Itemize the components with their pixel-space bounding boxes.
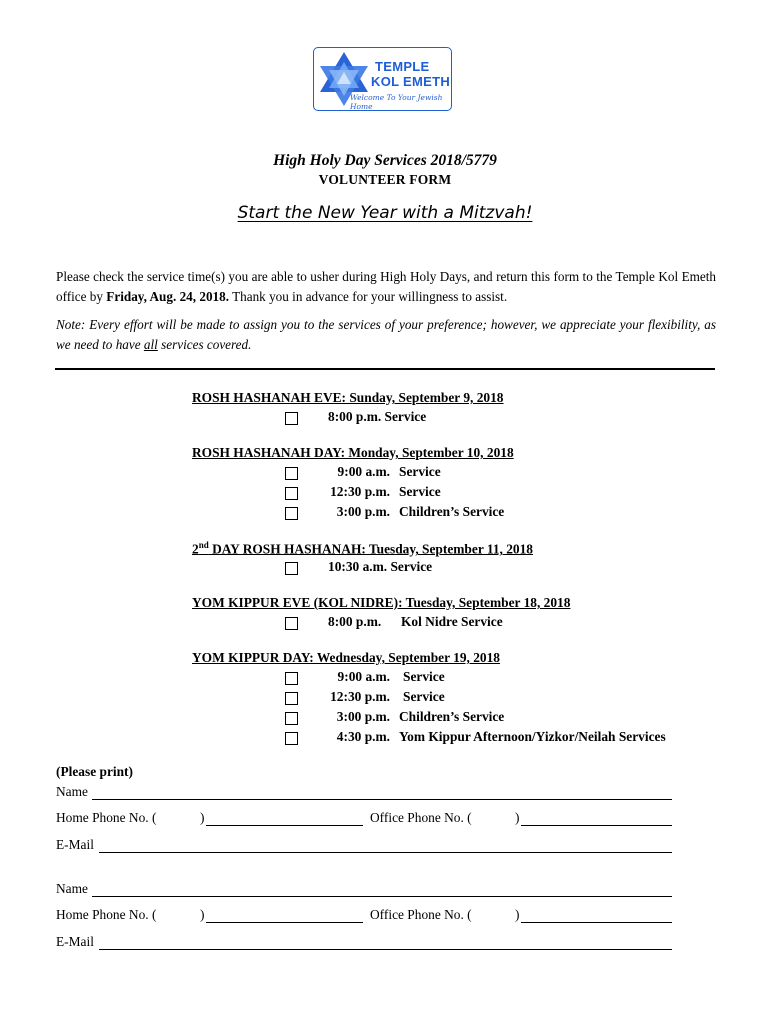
name-row	[56, 881, 676, 901]
home-phone-paren: )	[200, 907, 205, 922]
service-description: Service	[403, 669, 445, 684]
service-time: 4:30 p.m.	[336, 729, 390, 744]
section-heading: YOM KIPPUR EVE (KOL NIDRE): Tuesday, September 18, 2018	[192, 595, 571, 610]
service-description: Children’s Service	[399, 504, 505, 519]
email-row	[56, 837, 676, 857]
heading-text: DAY ROSH HASHANAH: Tuesday, September 11, 2018	[208, 541, 533, 557]
service-checkbox[interactable]	[285, 467, 298, 480]
service-description: Service	[399, 484, 441, 499]
section-heading: ROSH HASHANAH DAY: Monday, September 10, 2018	[192, 445, 514, 460]
service-checkbox[interactable]	[285, 712, 298, 725]
service-time: 9:00 a.m.	[337, 669, 390, 684]
service-checkbox[interactable]	[285, 507, 298, 520]
service-time: 8:00 p.m.	[328, 614, 382, 629]
print-instruction: (Please print)	[56, 764, 133, 779]
office-phone-label: Office Phone No. (	[370, 907, 472, 922]
service-checkbox[interactable]	[285, 732, 298, 745]
page-title: High Holy Day Services 2018/5779	[273, 152, 497, 169]
service-description: Service	[399, 464, 441, 479]
note-text-end: services covered.	[157, 337, 252, 352]
section-heading: YOM KIPPUR DAY: Wednesday, September 19, 2018	[192, 650, 501, 665]
service-time: 8:00 p.m. Service	[328, 409, 427, 424]
office-phone-paren: )	[515, 810, 520, 825]
intro-text-end: Thank you in advance for your willingness to assist.	[229, 289, 508, 304]
temple-logo	[313, 47, 452, 111]
heading-prefix: 2	[192, 541, 199, 557]
logo-tagline: Welcome To Your Jewish Home	[350, 93, 443, 111]
form-subtitle: VOLUNTEER FORM	[318, 172, 452, 187]
phone-row	[56, 907, 676, 927]
email-label: E-Mail	[56, 934, 94, 949]
service-checkbox[interactable]	[285, 692, 298, 705]
service-time: 12:30 p.m.	[330, 484, 390, 499]
name-label: Name	[56, 881, 88, 896]
service-checkbox[interactable]	[285, 617, 298, 630]
home-phone-label: Home Phone No. (	[56, 907, 157, 922]
note-paragraph	[56, 315, 716, 355]
service-time: 10:30 a.m. Service	[328, 559, 433, 574]
service-description: Kol Nidre Service	[401, 614, 503, 629]
service-checkbox[interactable]	[285, 672, 298, 685]
service-time: 9:00 a.m.	[337, 464, 390, 479]
intro-text: Please check the service time(s) you are able to usher during High Holy Days, and return this form to the Temple Kol Emeth office by	[56, 269, 716, 304]
home-phone-paren: )	[200, 810, 205, 825]
service-checkbox[interactable]	[285, 487, 298, 500]
section-heading: ROSH HASHANAH EVE: Sunday, September 9, 2018	[192, 390, 504, 405]
name-field[interactable]	[92, 799, 672, 800]
phone-row	[56, 810, 676, 830]
deadline-text: Friday, Aug. 24, 2018.	[106, 289, 230, 304]
heading-ordinal: nd	[198, 540, 209, 550]
slogan: Start the New Year with a Mitzvah!	[237, 203, 533, 223]
service-time: 12:30 p.m.	[330, 689, 390, 704]
home-phone-field[interactable]	[206, 825, 363, 826]
home-phone-label: Home Phone No. (	[56, 810, 157, 825]
email-row	[56, 934, 676, 954]
service-description: Service	[403, 689, 445, 704]
logo-line-2: KOL EMETH	[371, 74, 451, 89]
service-time: 3:00 p.m.	[336, 504, 390, 519]
service-description: Children’s Service	[399, 709, 505, 724]
intro-paragraph	[56, 267, 716, 307]
note-emphasis: all	[143, 337, 158, 352]
home-phone-field[interactable]	[206, 922, 363, 923]
office-phone-label: Office Phone No. (	[370, 810, 472, 825]
service-checkbox[interactable]	[285, 562, 298, 575]
office-phone-paren: )	[515, 907, 520, 922]
office-phone-field[interactable]	[521, 922, 672, 923]
email-field[interactable]	[99, 852, 672, 853]
office-phone-field[interactable]	[521, 825, 672, 826]
email-label: E-Mail	[56, 837, 94, 852]
name-row	[56, 784, 676, 804]
note-text: Note: Every effort will be made to assign you to the services of your preference; however, we appreciate your flexibility, as we need to have	[56, 317, 716, 352]
divider	[55, 368, 715, 370]
name-label: Name	[56, 784, 88, 799]
service-time: 3:00 p.m.	[336, 709, 390, 724]
section-heading	[192, 540, 533, 557]
service-checkbox[interactable]	[285, 412, 298, 425]
service-description: Yom Kippur Afternoon/Yizkor/Neilah Services	[399, 729, 666, 744]
email-field[interactable]	[99, 949, 672, 950]
logo-line-1: TEMPLE	[375, 59, 430, 74]
name-field[interactable]	[92, 896, 672, 897]
